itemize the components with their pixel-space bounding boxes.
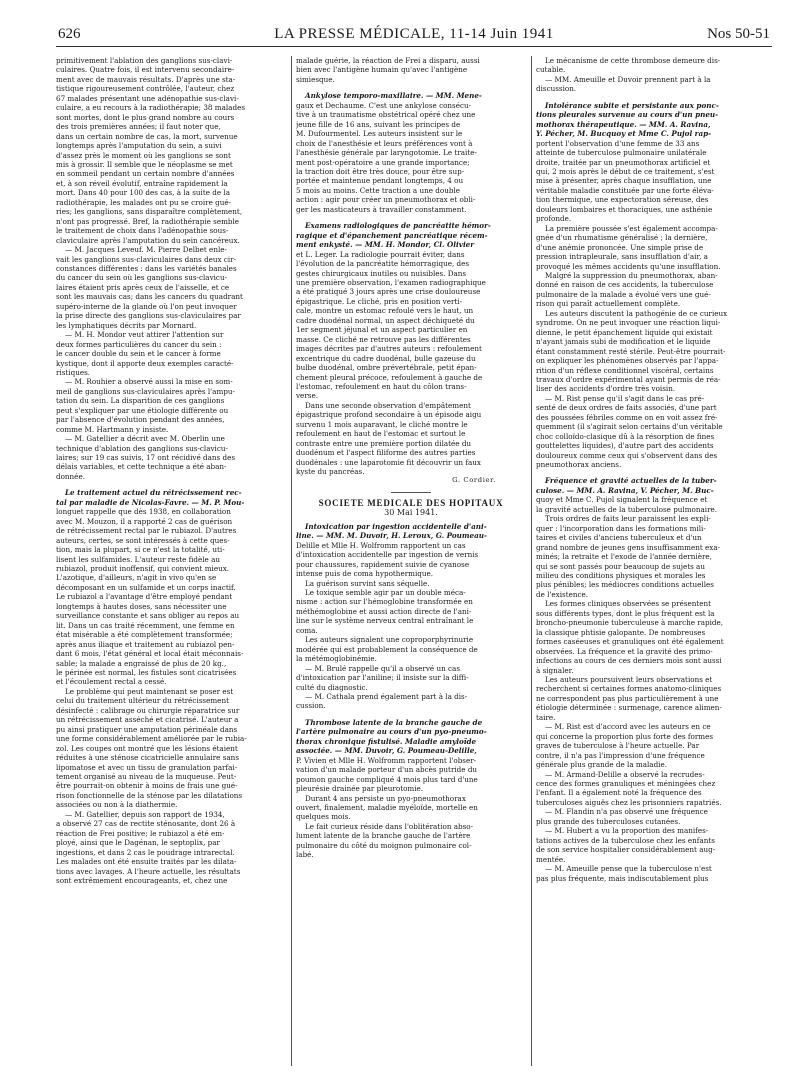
article-heading-line: Le traitement actuel du rétrécissement rec- [65, 488, 242, 498]
article-heading-line: Intolérance subite et persistante aux ponc- [545, 100, 719, 110]
text-line: auteurs, certes, se sont intéressés à cette ques- [56, 535, 230, 545]
text-line: sont mortes, dont le plus grand nombre au cours [56, 112, 235, 122]
text-line: senté de deux ordres de faits associés, d'une part [536, 403, 717, 413]
text-line: vation d'un malade porteur d'un abcès putride du [296, 765, 478, 775]
text-line: droite, traitée par un pneumothorax artificiel et [536, 157, 711, 167]
text-line: méthémoglobine et aussi action directe de l'ani- [296, 606, 472, 616]
article-heading-line: Thrombose latente de la branche gauche de [305, 717, 483, 727]
text-line: la gravité actuelles de la tuberculose pulmonaire. [536, 504, 718, 514]
text-line: contraste entre une première portion dilatée du [296, 438, 472, 448]
text-line: graves de tuberculose à l'heure actuelle. Par [536, 741, 700, 751]
text-line: quoy et Mme C. Pujol signalent la fréquence et [536, 495, 708, 505]
text-line: simiesque. [296, 74, 335, 84]
paragraph-gap [56, 481, 286, 488]
text-line: rison qui paraît actuellement complète. [536, 299, 681, 309]
text-line: Les auteurs discutent la pathogénie de ce curieux [545, 308, 728, 318]
text-line: M. Dufourmentel. Les auteurs insistent sur le [296, 129, 463, 139]
text-line: rison fonctionnelle de la sténose par les dilatations [56, 790, 243, 800]
text-line: — M. Hubert a vu la proportion des manifes- [545, 826, 709, 836]
text-line: syndrome. On ne peut invoquer une réaction liqui- [536, 318, 721, 328]
text-line: la traction doit être très douce, pour être sup- [296, 166, 465, 176]
text-line: technique d'ablation des ganglions sus-clavicu- [56, 443, 228, 453]
text-line: peut s'expliquer par une étiologie différente ou [56, 405, 229, 415]
text-line: radiothérapie, les malades ont pu se croire gué- [56, 197, 232, 207]
text-line: la prise directe des ganglions sus-claviculaires par [56, 311, 241, 321]
text-line: travaux d'ordre expérimental ayant permis de réa- [536, 374, 721, 384]
text-line: zol. Les coupes ont montré que les lésions étaient [56, 743, 238, 753]
text-line: Trois ordres de faits leur paraissent les expli- [545, 514, 711, 524]
text-line: sable; la malade a engraissé de plus de 20 kg., [56, 658, 227, 668]
text-line: refoulement en haut de l'estomac et surtout le [296, 429, 466, 439]
text-line: P. Vivien et Mlle H. Wolfromm rapportent l'obser- [296, 755, 477, 765]
text-line: duodénales : une laparotomie fit découvrir un faux [296, 457, 481, 467]
article-heading-line: ragique et d'épanchement pancréatique récem- [296, 230, 488, 240]
text-line: survenu 1 mois auparavant, le cliché montre le [296, 419, 468, 429]
text-line: — M. Rist pense qu'il s'agit dans le cas pré- [545, 393, 705, 403]
text-line: lisent les sulfamides. L'auteur reste fidèle au [56, 554, 221, 564]
text-line: choix de l'anesthésie et leurs préférences vont à [296, 138, 473, 148]
text-line: Les formes cliniques observées se présentent [545, 599, 712, 609]
text-line: associées ou non à la diathermie. [56, 800, 178, 810]
text-line: nisme : action sur l'hémoglobine transformée en [296, 597, 473, 607]
text-line: véritable maladie constituée par une forte éléva- [536, 185, 714, 195]
text-line: modérée qui est probablement la conséquence de [296, 644, 478, 654]
text-line: n'ont pas progressé. Bref, la radiothérapie semble [56, 216, 240, 226]
text-line: observées. La fréquence et la gravité des primo- [536, 646, 713, 656]
text-line: grand nombre de jeunes gens insuffisamment exa- [536, 542, 721, 552]
text-line: pleurésie drainée par pleurotomie. [296, 784, 424, 794]
text-line: pas plus fréquente, mais indiscutablement plus [536, 873, 709, 883]
paragraph-gap [296, 214, 526, 221]
text-line: Le problème qui peut maintenant se poser est [65, 686, 234, 696]
text-line: claviculaire après l'amputation du sein cancéreux. [56, 235, 240, 245]
text-line: lit. Dans un cas traité récemment, une femme en [56, 620, 235, 630]
text-line: deux formes particulières du cancer du sein : [56, 339, 222, 349]
text-line: le cancer double du sein et le cancer à forme [56, 349, 221, 359]
text-line: pression intrapleurale, sans insufflation d'air, a [536, 252, 708, 262]
text-line: étiologie déterminée : surmenage, carence alimen- [536, 703, 722, 713]
page-number: 626 [58, 26, 81, 42]
paragraph-gap [296, 711, 526, 718]
paragraph-gap [296, 84, 526, 91]
text-line: tation du sein. La disparition de ces ganglions [56, 396, 225, 406]
text-line: liser des accidents d'ordre très voisin. [536, 384, 676, 394]
article-heading-line: Fréquence et gravité actuelles de la tuber- [545, 476, 717, 486]
paragraph-gap [536, 94, 766, 101]
text-line: ries; les ganglions, sans disparaître complètement, [56, 207, 243, 217]
article-heading-line: Intoxication par ingestion accidentelle d'ani- [305, 521, 487, 531]
text-line: culaires. Quatre fois, il est intervenu secondaire- [56, 65, 235, 75]
text-line: — MM. Ameuille et Duvoir prennent part à la [545, 74, 711, 84]
text-line: lument latente de la branche gauche de l'artère [296, 831, 471, 841]
text-line: supéro-interne de la glande où l'on peut invoquer [56, 301, 237, 311]
column-divider [291, 56, 292, 1066]
text-line: lipomatose et avec un tissu de granulation parfai- [56, 762, 238, 772]
text-line: gestes chirurgicaux inutiles ou nuisibles. Dans [296, 268, 467, 278]
text-line: labé. [296, 850, 314, 860]
text-line: mentée. [536, 854, 566, 864]
text-line: tion thermique, une expectoration séreuse, des [536, 195, 709, 205]
text-line: laires; sur 19 cas suivis, 17 ont récidivé dans des [56, 453, 236, 463]
text-line: — M. Brulé rappelle qu'il a observé un cas [305, 663, 461, 673]
text-line: un rétrécissement asséché et cicatrisé. L'auteur a [56, 715, 239, 725]
text-line: atteinte de tuberculose pulmonaire unilatérale [536, 148, 707, 158]
text-line: milieu des conditions physiques et morales les [536, 571, 706, 581]
text-line: quelques mois. [296, 812, 351, 822]
text-line: L'azotique, d'ailleurs, n'agit in vivo qu'en se [56, 573, 217, 583]
text-line: La guérison survint sans séquelle. [305, 578, 430, 588]
text-line: celui du traitement ultérieur du rétrécissement [56, 696, 229, 706]
text-line: des poussées fébriles comme on en voit assez fré- [536, 412, 718, 422]
text-line: sous différents types, dont le plus fréquent est la [536, 608, 715, 618]
text-line: tement organisé au niveau de la muqueuse. Peut- [56, 771, 237, 781]
text-line: — M. Rist est d'accord avec les auteurs en ce [545, 722, 711, 732]
running-header [58, 26, 770, 46]
article-heading-line: thorax chronique fistulisé. Maladie amyloïde [296, 736, 477, 746]
text-line: formes caséeuses et granuliques ont été également [536, 637, 724, 647]
text-column-1 [56, 56, 286, 885]
text-line: — M. Armand-Delille a observé la recrudes- [545, 769, 705, 779]
text-line: excentrique du cadre duodénal, bulle gazeuse du [296, 353, 476, 363]
article-heading-line: l'artère pulmonaire au cours d'un pyo-pneumo- [296, 727, 487, 737]
article-heading-line: Examens radiologiques de pancréatite hémor- [305, 221, 491, 231]
text-line: jeune fille de 16 ans, suivant les principes de [296, 119, 461, 129]
text-line: ment avec de mauvais résultats. D'après une sta- [56, 74, 236, 84]
text-line: cence des formes granuliques et méningées chez [536, 778, 716, 788]
section-date: 30 Mai 1941. [384, 508, 438, 518]
text-line: chement pleural précoce, refoulement à gauche de [296, 372, 483, 382]
text-line: et l'écoulement rectal a cessé. [56, 677, 167, 687]
text-line: Les malades ont été ensuite traités par les dilata- [56, 857, 237, 867]
text-line: Le fait curieux réside dans l'oblitération abso- [305, 821, 474, 831]
text-line: Le rubiazol a l'avantage d'être employé pendant [56, 592, 233, 602]
text-line: dans un certain nombre de cas, la mort, survenue [56, 131, 238, 141]
text-line: — M. Flandin n'a pas observé une fréquence [545, 807, 708, 817]
text-line: épigastrique. Le cliché, pris en position verti- [296, 296, 463, 306]
text-line: profonde. [536, 214, 572, 224]
text-line: longtemps à hautes doses, sans nécessiter une [56, 601, 227, 611]
text-line: tistique rigoureusement contrôlée, l'auteur, chez [56, 84, 235, 94]
journal-title: LA PRESSE MÉDICALE, 11-14 Juin 1941 [274, 26, 554, 42]
article-heading-line: line. — MM. M. Duvoir, H. Leroux, G. Poumeau- [296, 531, 487, 541]
text-line: à signaler. [536, 665, 574, 675]
text-line: mise à présenter, après chaque insufflation, une [536, 176, 712, 186]
text-line: sont les mauvais cas; dans les cancers du quadrant [56, 292, 243, 302]
text-line: cadre duodénal normal, un aspect déchiqueté du [296, 315, 475, 325]
text-line: duodénum et l'aspect filiforme des autres parties [296, 448, 476, 458]
text-line: d'une anémie prononcée. Une simple prise de [536, 242, 704, 252]
text-line: épigastrique profond secondaire à un épisode aigu [296, 410, 482, 420]
text-line: provoqué les mêmes accidents qu'une insufflation. [536, 261, 721, 271]
text-line: d'assez près le moment où les ganglions se sont [56, 150, 231, 160]
text-line: le traitement de choix dans l'adénopathie sous- [56, 226, 229, 236]
text-line: état misérable a été complètement transformée; [56, 630, 233, 640]
text-line: coma. [296, 625, 318, 635]
text-line: tion, mais la plupart, si ce n'est la totalité, uti- [56, 545, 225, 555]
text-line: donnée. [56, 471, 85, 481]
text-line: broncho-pneumonie tuberculeuse à marche rapide, [536, 618, 724, 628]
text-line: 1er segment jéjunal et un aspect particulier en [296, 325, 468, 335]
text-line: Durant 4 ans persiste un pyo-pneumothorax [305, 793, 466, 803]
text-line: Delille et Mlle H. Wolfromm rapportent un cas [296, 540, 466, 550]
text-line: plus grande des tuberculoses cutanées. [536, 816, 681, 826]
text-line: — M. Ameuille pense que la tuberculose n'est [545, 864, 712, 874]
text-line: — M. Rouhier a observé aussi la mise en som- [65, 377, 233, 387]
text-line: ment post-opératoire a une grande importance; [296, 157, 470, 167]
text-line: vait les ganglions sus-claviculaires dans deux cir- [56, 254, 237, 264]
text-line: pulmonaire du côté du moignon pulmonaire col- [296, 840, 472, 850]
text-line: action : agir pour créer un pneumothorax et obli- [296, 195, 476, 205]
text-line: verse. [296, 391, 318, 401]
text-line: douloureux comme ceux qui s'observent dans des [536, 450, 718, 460]
text-line: bien avec l'antigène humain qu'avec l'antigène [296, 65, 468, 75]
text-line: La première poussée s'est également accompa- [545, 223, 718, 233]
text-line: pour chaussures, rapidement suivie de cyanose [296, 559, 470, 569]
text-line: douleurs lombaires et thoraciques, une asthénie [536, 204, 713, 214]
text-line: 67 malades présentant une adénopathie sus-clavi- [56, 93, 239, 103]
text-line: tive à un traumatisme obstétrical opéré chez une [296, 110, 476, 120]
text-line: générale plus grande de la maladie. [536, 760, 668, 770]
article-heading-line: tal par maladie de Nicolas-Favre. — M. P. Mou- [56, 497, 245, 507]
text-line: Les auteurs poursuivent leurs observations et [545, 675, 713, 684]
text-line: culaire, a eu recours à la radiothérapie; 38 malades [56, 103, 246, 113]
text-line: qui se sont passés pour beaucoup de sujets au [536, 561, 705, 571]
text-line: par l'absence d'évolution pendant des années, [56, 415, 225, 425]
text-line: avec M. Mouzon, il a rapporté 2 cas de guérison [56, 516, 233, 526]
text-line: choc colloïdo-clasique dû à la résorption de fines [536, 431, 715, 441]
text-line: de rétrécissement rectal par le rubiazol. D'autres [56, 526, 237, 536]
text-line: kyste du pancréas. [296, 467, 365, 477]
header-rule [56, 46, 772, 47]
text-line: taire. [536, 712, 556, 722]
text-line: line sur le système nerveux central entraînant le [296, 616, 474, 626]
text-line: plus pénibles; les médiocres conditions actuelles [536, 580, 714, 590]
text-line: quemment (il s'agirait selon certains d'un véritable [536, 422, 723, 432]
text-line: l'anesthésie générale par laryngotomie. Le traite- [296, 148, 477, 158]
text-line: surveillance constante et sans obliger au repos au [56, 611, 240, 621]
text-line: laires étaient pris après ceux de l'aisselle, et ce [56, 282, 230, 292]
text-line: — M. Cathala prend également part à la dis- [305, 692, 468, 701]
text-line: Malgré la suppression du pneumothorax, aban- [545, 270, 718, 280]
text-line: culté du diagnostic. [296, 682, 368, 692]
text-line: rition d'un réflexe conditionnel viscéral, certains [536, 365, 714, 375]
column-divider [531, 56, 532, 1066]
text-line: de son service hospitalier considérablement aug- [536, 845, 716, 855]
text-line: la classique phtisie galopante. De nombreuses [536, 627, 706, 637]
text-line: gouttelettes liquides), d'autre part des accidents [536, 441, 714, 451]
text-line: masse. Ce cliché ne retrouve pas les différentes [296, 334, 471, 344]
text-line: Les auteurs signalent une coproporphyrinurie [305, 635, 474, 645]
text-line: gaux et Dechaume. C'est une ankylose consécu- [296, 100, 472, 110]
text-line: constances différentes : dans les variétés banales [56, 263, 237, 273]
text-line: Le toxique semble agir par un double méca- [305, 588, 466, 598]
text-line: l'estomac, refoulement en haut du côlon trans- [296, 381, 467, 391]
text-line: on expliquer les phénomènes observés par l'appa- [536, 356, 719, 366]
text-line: dienne, le petit épanchement liquide qui existait [536, 327, 713, 337]
text-line: décomposant en un sulfamide et un corps inactif. [56, 582, 236, 592]
text-line: ne correspondent pas plus particulièrement à une [536, 693, 719, 703]
text-line: contre, il n'a pas l'impression d'une fréquence [536, 750, 705, 760]
text-line: mis à grossir. Il semble que le néoplasme se met [56, 159, 233, 169]
issue-numbers: Nos 50-51 [707, 26, 770, 42]
text-line: les lymphatiques décrits par Mornard. [56, 320, 197, 330]
text-line: primitivement l'ablation des ganglions sus-clavi- [56, 56, 233, 65]
text-line: réaction de Frei positive; le rubiazol a été em- [56, 828, 225, 838]
text-line: le périnée est normal, les fistules sont cicatrisées [56, 668, 237, 677]
text-line: cussion. [296, 701, 326, 711]
text-line: une première observation, l'examen radiographique [296, 277, 486, 287]
text-line: — M. Gatellier, depuis son rapport de 1934, [65, 809, 225, 819]
text-line: pneumothorax anciens. [536, 460, 622, 470]
text-line: tations actives de la tuberculose chez les enfants [536, 835, 715, 845]
text-line: des trois premières années; il faut noter que, [56, 122, 221, 132]
text-line: rubiazol, produit inoffensif, qui convient mieux. [56, 564, 230, 574]
text-line: pu ainsi pratiquer une amputation périnéale dans [56, 724, 238, 734]
text-line: — M. H. Mondor veut attirer l'attention sur [65, 330, 224, 340]
article-heading-line: associée. — MM. Duvoir, G. Poumeau-Delille, [296, 746, 477, 756]
text-line: intense puis de coma hypothermique. [296, 569, 434, 579]
text-line: cale, montre un estomac refoulé vers le haut, un [296, 306, 474, 316]
text-line: ger les masticateurs à travailler constamment. [296, 204, 467, 214]
text-line: l'évolution de la pancréatite hémorragique, des [296, 259, 470, 269]
text-line: et L. Leger. La radiologie pourrait éviter, dans [296, 249, 465, 259]
text-line: discussion. [536, 84, 577, 94]
text-column-3 [536, 56, 766, 883]
text-line: — M. Gatellier a décrit avec M. Oberlin une [65, 434, 225, 444]
text-line: longuet rappelle que dès 1938, en collaboration [56, 507, 231, 517]
text-line: en sommeil pendant un certain nombre d'années [56, 169, 235, 179]
text-line: images décrites par d'autres auteurs : refoulement [296, 344, 482, 354]
text-line: kystique, dont il apporte deux exemples caracté- [56, 358, 234, 368]
section-rule [391, 492, 431, 493]
text-line: recherchent si certaines formes anatomo-cliniques [536, 684, 722, 694]
text-line: donné en raison de ces accidents, la tuberculose [536, 280, 714, 290]
text-line: bulbe duodénal, ombre prévertébrale, petit épan- [296, 363, 477, 373]
text-line: Dans une seconde observation d'empâtement [305, 400, 471, 410]
text-line: la métémoglobinémie. [296, 654, 377, 664]
text-line: cutable. [536, 65, 566, 75]
text-line: ristiques. [56, 367, 91, 377]
text-line: infections au cours de ces derniers mois sont aussi [536, 656, 722, 666]
text-line: être pourrait-on obtenir à moins de frais une gué- [56, 781, 238, 791]
text-line: ouvert, finalement, maladie myéloïde, mortelle en [296, 802, 478, 812]
text-line: après anus iliaque et traitement au rubiazol pen- [56, 639, 235, 649]
text-line: minés; la retraite et l'exode de l'année dernière, [536, 552, 712, 562]
text-line: malade guérie, la réaction de Frei a disparu, aussi [296, 56, 480, 65]
text-line: mort. Dans 40 pour 100 des cas, à la suite de la [56, 188, 230, 198]
text-line: meil de ganglions sus-claviculaires après l'ampu- [56, 386, 235, 396]
text-line: — M. Jacques Leveuf. M. Pierre Delbet enle- [65, 245, 227, 255]
article-heading-line: mothorax thérapeutique. — MM. A. Ravina, [536, 119, 711, 129]
text-line: Le mécanisme de cette thrombose demeure dis- [545, 56, 721, 65]
text-column-2 [296, 56, 526, 860]
text-line: ingestions, et dans 2 cas le poudrage intrarectal. [56, 847, 235, 857]
text-line: désinfecté : calibrage ou chirurgie réparatrice sur [56, 705, 240, 715]
text-line: a été pratiqué 3 jours après une crise douloureuse [296, 287, 481, 297]
text-line: gnée d'un rhumatisme généralisé ; la dernière, [536, 233, 708, 243]
text-line: quer : l'incorporation dans les formations mili- [536, 523, 706, 533]
text-line: pulmonaire de la malade a évolué vers une gué- [536, 289, 711, 299]
text-line: l'enfant. Il a également noté la fréquence des [536, 788, 702, 798]
text-line: réduites à une sténose cicatricielle annulaire sans [56, 753, 240, 763]
article-heading-line: culose. — MM. A. Ravina, V. Pécher, M. Buc- [536, 485, 714, 495]
text-line: a observé 27 cas de rectite sténosante, dont 26 à [56, 819, 236, 829]
text-line: portée et maintenue pendant longtemps, 4 ou [296, 176, 464, 186]
article-heading-line: Ankylose temporo-maxillaire. — MM. Mene- [305, 91, 482, 101]
text-line: de l'existence. [536, 589, 589, 599]
text-line: tuberculoses aiguës chez les prisonniers rapatriés. [536, 797, 722, 807]
text-line: et, à son réveil évolutif, entraîne rapidement la [56, 178, 228, 188]
text-line: taires et civiles d'anciens tuberculeux et d'un [536, 533, 702, 543]
text-line: sont extrêmement encourageants, et, chez une [56, 875, 228, 885]
text-line: poumon gauche compliqué 4 mois plus tard d'une [296, 774, 478, 784]
text-line: qui, 2 mois après le début de ce traitement, s'est [536, 166, 715, 176]
text-line: du cancer du sein où les ganglions sus-clavicu- [56, 273, 228, 283]
text-line: d'intoxication accidentelle par ingestion de vernis [296, 550, 479, 560]
paragraph-gap [536, 469, 766, 476]
text-line: tions avec lavages. A l'heure actuelle, les résultats [56, 866, 241, 876]
article-heading-line: ment enkysté. — MM. H. Mondor, Cl. Olivier [296, 240, 475, 250]
text-line: comme M. Hartmann y insiste. [56, 424, 169, 434]
article-heading-line: tions pleurales survenue au cours d'un pneu- [536, 110, 719, 120]
text-line: qui concerne la proportion plus forte des formes [536, 731, 714, 741]
text-line: une forme considérablement améliorée par le rubia- [56, 734, 247, 744]
text-line: étant constamment resté stérile. Peut-être pourrait- [536, 346, 726, 356]
text-line: dant 6 mois, l'état général et local était méconnais- [56, 649, 244, 659]
article-heading-line: Y. Pécher, M. Bucquoy et Mme C. Pujol rap- [536, 129, 712, 139]
text-line: portent l'observation d'une femme de 33 ans [536, 138, 700, 148]
text-line: ployé, ainsi que le Dagénan, le septoplix, par [56, 838, 220, 848]
author-signature: G. Cordier. [452, 476, 496, 485]
section-title: SOCIÉTÉ MÉDICALE DES HOPITAUX [318, 498, 504, 508]
text-line: n'ayant jamais subi de modification et le liquide [536, 337, 711, 347]
text-line: 5 mois au moins. Cette traction a une double [296, 185, 461, 195]
text-line: d'intoxication par l'aniline; il insiste sur la diffi- [296, 673, 469, 683]
text-line: délais variables, et cette technique a été aban- [56, 462, 227, 472]
text-line: longtemps après l'amputation du sein, a suivi [56, 141, 222, 151]
